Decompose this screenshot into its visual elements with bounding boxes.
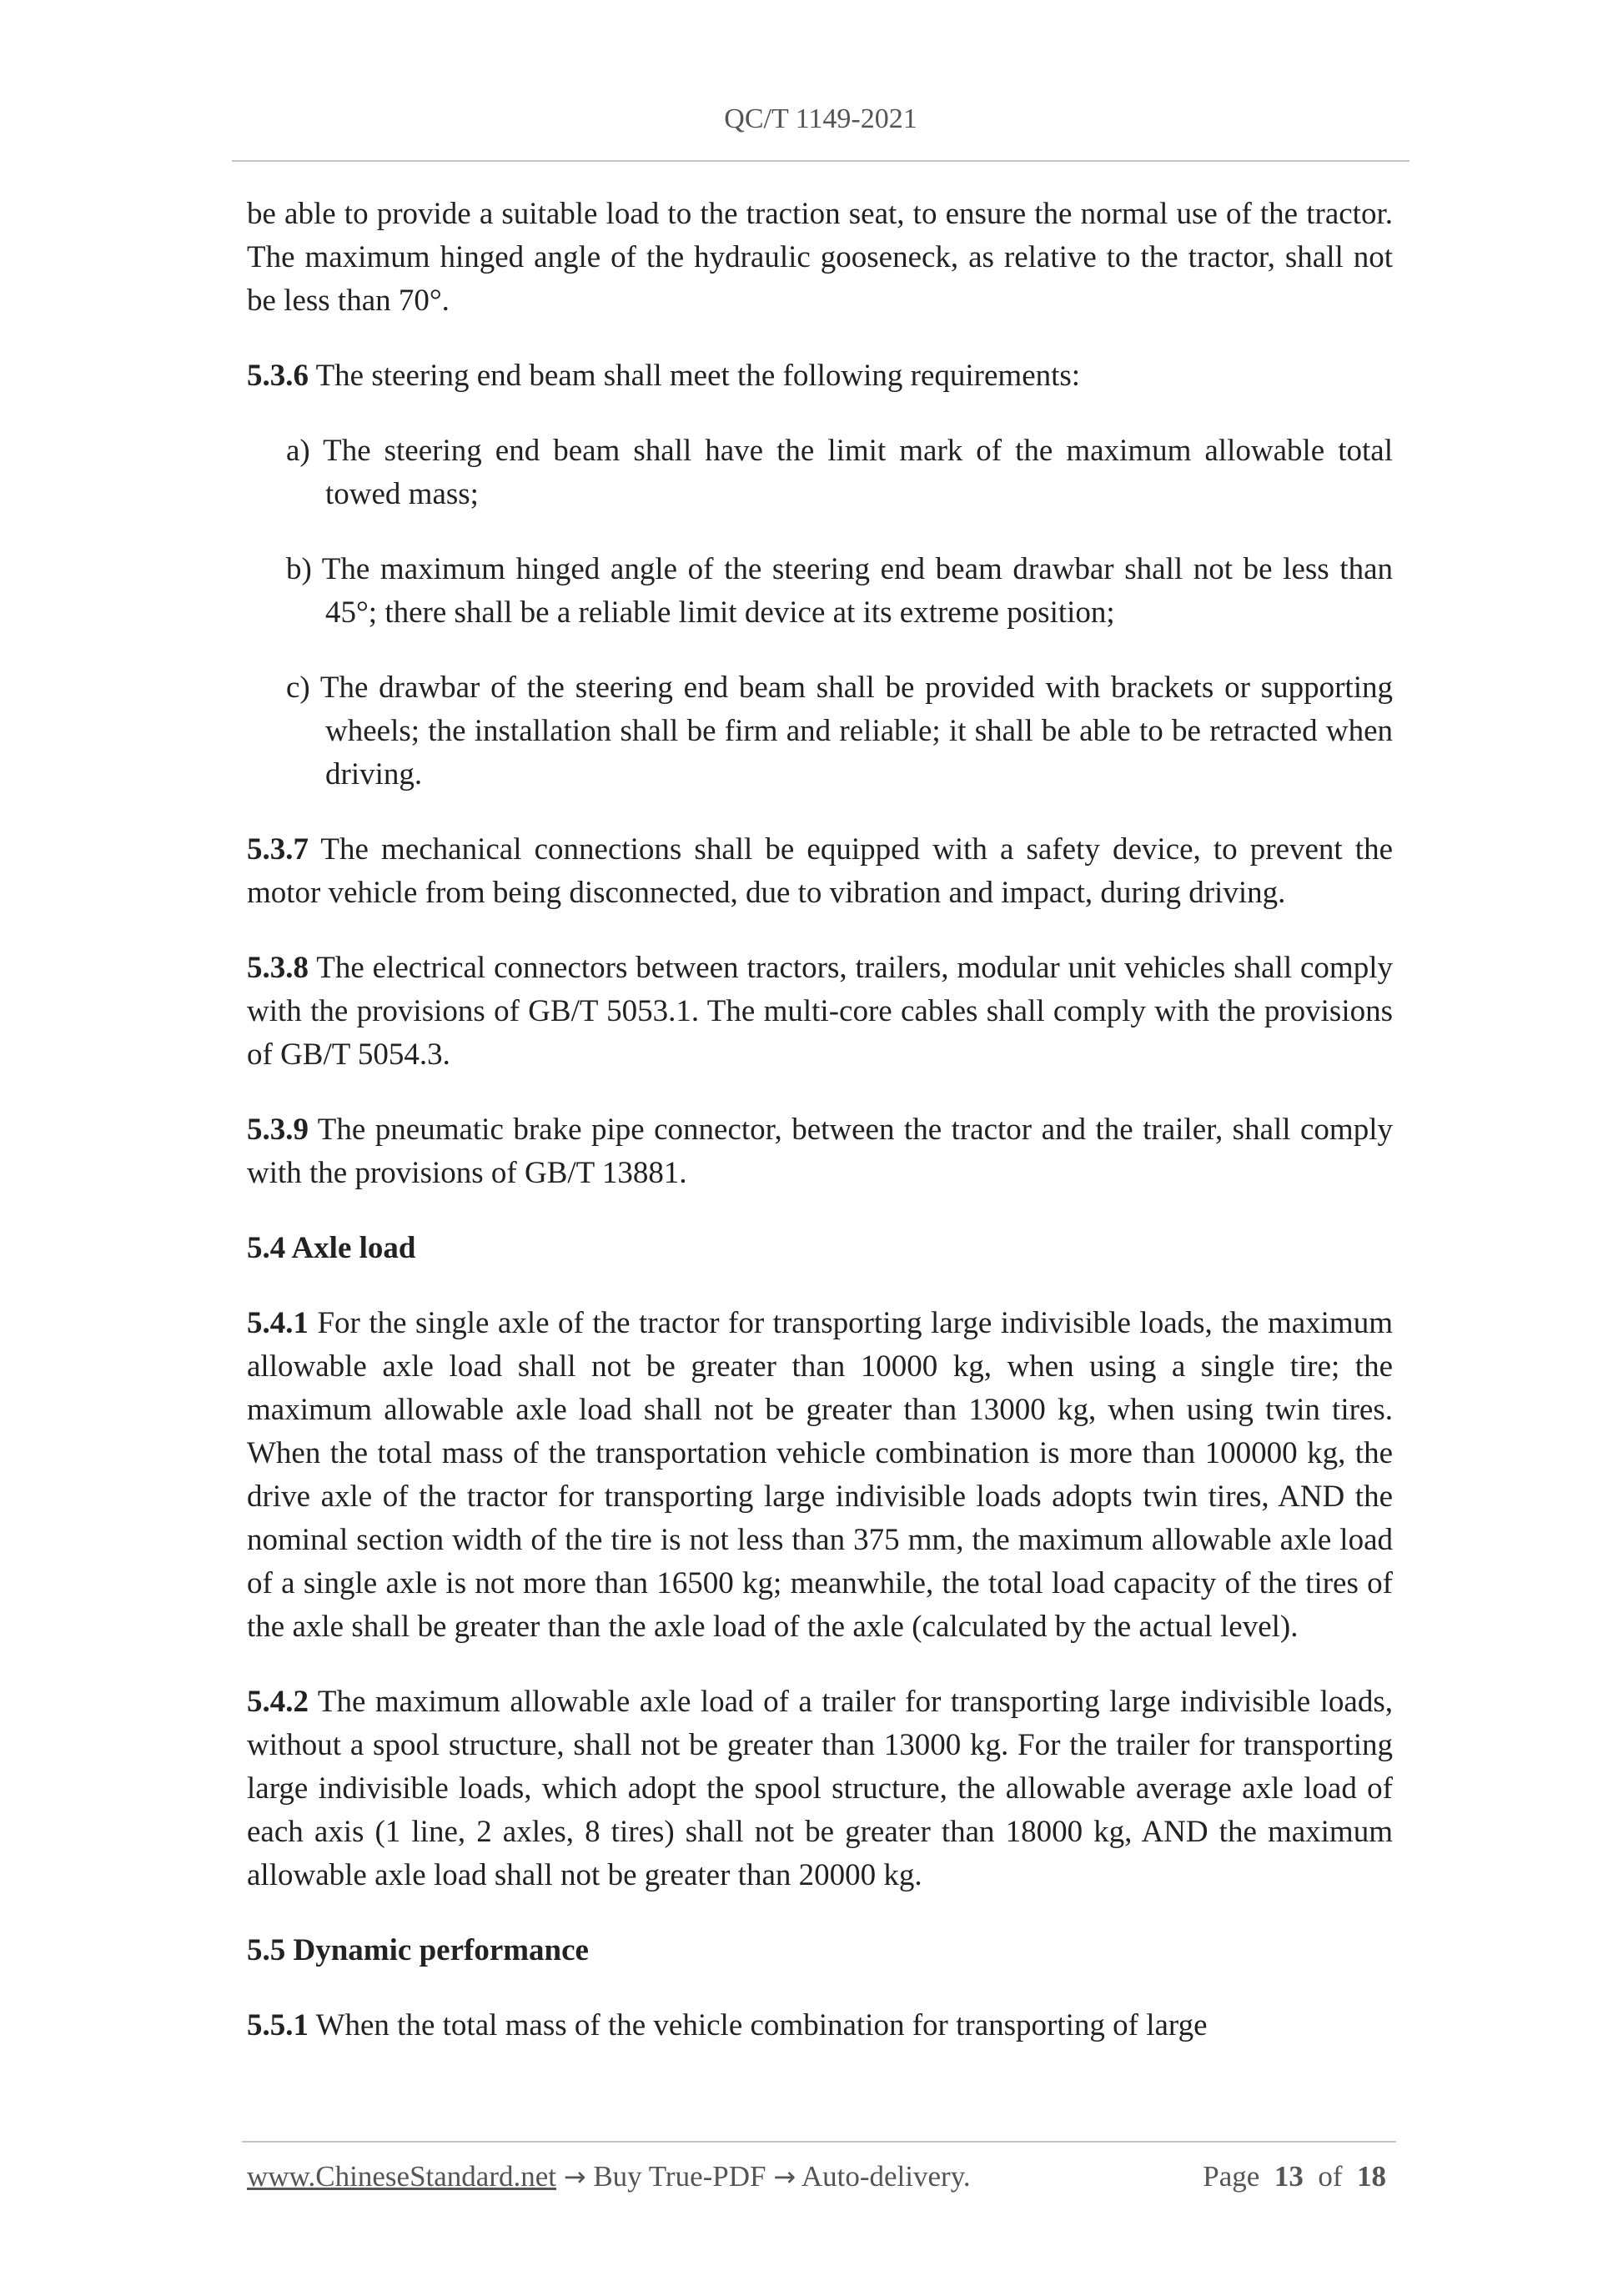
clause-5-4-2 bbox=[247, 1681, 1393, 1897]
clause-number: 5.3.6 bbox=[247, 359, 309, 393]
section-title: 5.4 Axle load bbox=[247, 1231, 416, 1265]
page-label: Page bbox=[1203, 2160, 1260, 2193]
clause-text: The maximum allowable axle load of a trailer for transporting large indivisible loads, without a spool structure, shall not be greater than 13000 kg. For the trailer for transporting large indivisible loads, which adopt the spool structure, the allowable average axle load of each axis (1 line, 2 axles, 8 tires) shall not be greater than 18000 kg, AND the maximum allowable axle load shall not be greater than 20000 kg. bbox=[247, 1685, 1393, 1892]
arrow-right-icon: → bbox=[773, 2161, 796, 2193]
page-content bbox=[247, 193, 1393, 2047]
clause-text: For the single axle of the tractor for transporting large indivisible loads, the maximum allowable axle load shall not be greater than 10000 kg, when using a single tire; the maximum allowable axle load shall not be greater than 13000 kg, when using twin tires. When the total mass of the transportation vehicle combination is more than 100000 kg, the drive axle of the tractor for transporting large indivisible loads adopts twin tires, AND the nominal section width of the tire is not less than 375 mm, the maximum allowable axle load of a single axle is not more than 16500 kg; meanwhile, the total load capacity of the tires of the axle shall be greater than the axle load of the axle (calculated by the actual level). bbox=[247, 1306, 1393, 1644]
page-of-label: of bbox=[1318, 2160, 1343, 2193]
clause-text: The mechanical connections shall be equipped with a safety device, to prevent the motor vehicle from being disconnected, due to vibration and impact, during driving. bbox=[247, 832, 1393, 910]
page-footer bbox=[247, 2160, 1386, 2202]
page-current: 13 bbox=[1274, 2160, 1304, 2193]
arrow-right-icon: → bbox=[563, 2161, 586, 2193]
clause-number: 5.4.1 bbox=[247, 1306, 309, 1340]
clause-text: The pneumatic brake pipe connector, between the tractor and the trailer, shall comply with the provisions of GB/T 13881. bbox=[247, 1113, 1393, 1190]
website-link[interactable]: www.ChineseStandard.net bbox=[247, 2160, 556, 2193]
list-item-a: a) The steering end beam shall have the limit mark of the maximum allowable total towed mass; bbox=[286, 434, 1393, 511]
section-heading-5-4 bbox=[247, 1227, 1393, 1270]
clause-5-4-1 bbox=[247, 1302, 1393, 1649]
buy-true-pdf-text: Buy True-PDF bbox=[585, 2160, 774, 2193]
clause-5-3-9 bbox=[247, 1108, 1393, 1195]
header-divider bbox=[232, 160, 1409, 162]
page-total: 18 bbox=[1357, 2160, 1386, 2193]
footer-links bbox=[247, 2160, 971, 2193]
document-header: QC/T 1149-2021 bbox=[724, 103, 917, 134]
clause-5-3-8 bbox=[247, 947, 1393, 1077]
paragraph-continuation: be able to provide a suitable load to the traction seat, to ensure the normal use of the tractor. The maximum hinged angle of the hydraulic gooseneck, as relative to the tractor, shall not be less than 70°. bbox=[247, 197, 1393, 318]
page-number bbox=[1203, 2160, 1386, 2193]
section-heading-5-5 bbox=[247, 1929, 1393, 1972]
clause-text: When the total mass of the vehicle combination for transporting of large bbox=[309, 2008, 1208, 2042]
clause-number: 5.5.1 bbox=[247, 2008, 309, 2042]
clause-number: 5.3.9 bbox=[247, 1113, 309, 1147]
clause-text: The steering end beam shall meet the following requirements: bbox=[309, 359, 1081, 393]
section-title: 5.5 Dynamic performance bbox=[247, 1933, 589, 1967]
clause-5-3-7 bbox=[247, 828, 1393, 915]
clause-number: 5.3.7 bbox=[247, 832, 309, 867]
footer-divider bbox=[242, 2141, 1396, 2143]
list-item-b: b) The maximum hinged angle of the steering end beam drawbar shall not be less than 45°; there shall be a reliable limit device at its extreme position; bbox=[286, 552, 1393, 630]
clause-number: 5.4.2 bbox=[247, 1685, 309, 1719]
list-item-c: c) The drawbar of the steering end beam shall be provided with brackets or supporting wheels; the installation shall be firm and reliable; it shall be able to be retracted when driving. bbox=[286, 671, 1393, 791]
clause-5-3-6 bbox=[247, 354, 1393, 398]
clause-number: 5.3.8 bbox=[247, 951, 309, 985]
clause-text: The electrical connectors between tractors, trailers, modular unit vehicles shall comply with the provisions of GB/T 5053.1. The multi-core cables shall comply with the provisions of GB/T 5054.3. bbox=[247, 951, 1393, 1072]
clause-5-5-1 bbox=[247, 2004, 1393, 2047]
auto-delivery-text: Auto-delivery. bbox=[796, 2160, 971, 2193]
